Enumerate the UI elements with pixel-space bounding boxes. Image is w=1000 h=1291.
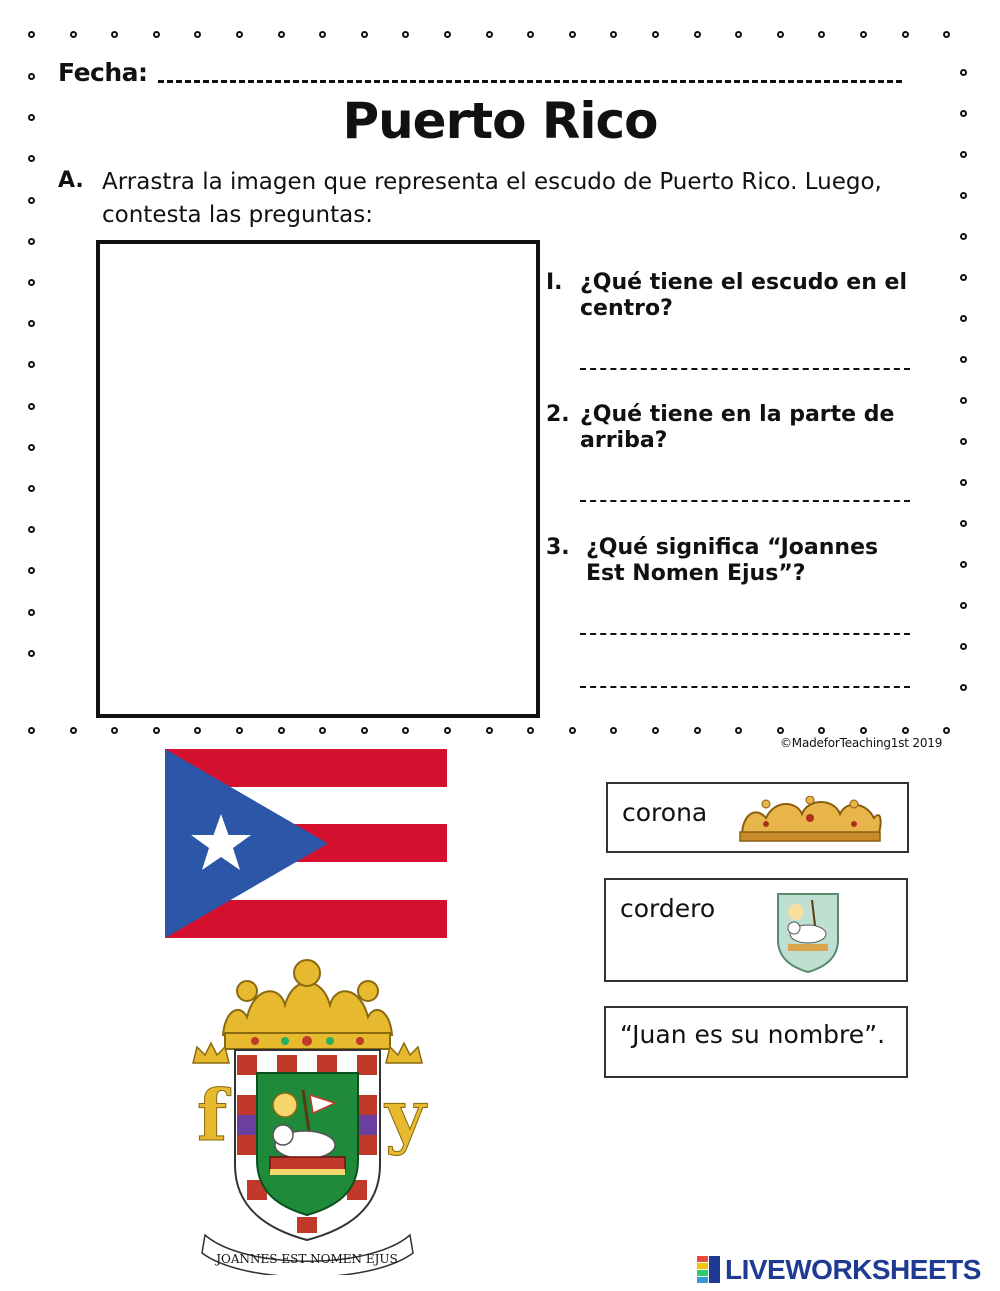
- card-label: corona: [622, 798, 708, 827]
- answer-line-2[interactable]: [580, 500, 910, 502]
- border-dot: [153, 727, 160, 734]
- border-dot: [28, 279, 35, 286]
- border-dot: [111, 31, 118, 38]
- liveworksheets-icon: [697, 1256, 721, 1284]
- border-dot: [652, 727, 659, 734]
- border-dot: [610, 31, 617, 38]
- seal-motto: JOANNES EST NOMEN EJUS: [216, 1252, 398, 1266]
- question-number: 2.: [546, 402, 570, 427]
- border-dot: [960, 315, 967, 322]
- border-dot: [818, 31, 825, 38]
- border-dot: [569, 31, 576, 38]
- border-dot: [28, 526, 35, 533]
- section-label: A.: [58, 168, 84, 193]
- border-dot: [319, 727, 326, 734]
- border-dot: [28, 609, 35, 616]
- card-label: cordero: [620, 894, 716, 923]
- border-dot: [278, 31, 285, 38]
- date-label: Fecha:: [58, 58, 148, 87]
- border-dot: [70, 31, 77, 38]
- question-text: ¿Qué tiene el escudo en el centro?: [580, 270, 907, 321]
- border-dot: [777, 727, 784, 734]
- border-dot: [361, 727, 368, 734]
- border-dot: [652, 31, 659, 38]
- border-dot: [278, 727, 285, 734]
- border-dot: [960, 561, 967, 568]
- border-dot: [194, 727, 201, 734]
- border-dot: [236, 727, 243, 734]
- liveworksheets-logo: [697, 1255, 981, 1285]
- border-dot: [610, 727, 617, 734]
- border-dot: [735, 727, 742, 734]
- border-dot: [694, 727, 701, 734]
- border-dot: [28, 320, 35, 327]
- image-drop-zone[interactable]: [96, 240, 540, 718]
- question-text: ¿Qué tiene en la parte de arriba?: [580, 402, 895, 453]
- border-dot: [960, 479, 967, 486]
- border-dot: [319, 31, 326, 38]
- border-dot: [860, 31, 867, 38]
- card-cordero[interactable]: [604, 878, 908, 982]
- lamb-shield-icon: [774, 890, 842, 974]
- border-dot: [960, 520, 967, 527]
- border-dot: [444, 727, 451, 734]
- answer-line-3a[interactable]: [580, 633, 910, 635]
- border-dot: [402, 31, 409, 38]
- border-dot: [960, 397, 967, 404]
- border-dot: [28, 650, 35, 657]
- border-dot: [960, 356, 967, 363]
- border-dot: [28, 155, 35, 162]
- border-dot: [777, 31, 784, 38]
- border-dot: [960, 438, 967, 445]
- coat-of-arms-image[interactable]: [185, 955, 430, 1275]
- border-dot: [28, 361, 35, 368]
- copyright-text: ©MadeforTeaching1st 2019: [780, 736, 943, 750]
- border-dot: [111, 727, 118, 734]
- border-dot: [444, 31, 451, 38]
- border-dot: [236, 31, 243, 38]
- border-dot: [818, 727, 825, 734]
- border-dot: [28, 238, 35, 245]
- crown-icon: [736, 796, 884, 844]
- border-dot: [194, 31, 201, 38]
- border-dot: [694, 31, 701, 38]
- crown-icon: [223, 960, 392, 1049]
- border-dot: [943, 31, 950, 38]
- puerto-rico-flag-image[interactable]: [165, 749, 447, 938]
- border-dot: [70, 727, 77, 734]
- seal-letter-y: y: [385, 1074, 426, 1157]
- border-dot: [28, 485, 35, 492]
- border-dot: [28, 73, 35, 80]
- card-corona[interactable]: [606, 782, 909, 853]
- border-dot: [569, 727, 576, 734]
- card-juan[interactable]: [604, 1006, 908, 1078]
- border-dot: [527, 31, 534, 38]
- border-dot: [28, 444, 35, 451]
- question-text: ¿Qué significa “Joannes Est Nomen Ejus”?: [586, 535, 879, 586]
- border-dot: [402, 727, 409, 734]
- border-dot: [960, 274, 967, 281]
- border-dot: [486, 31, 493, 38]
- border-dot: [960, 233, 967, 240]
- border-dot: [361, 31, 368, 38]
- border-dot: [28, 197, 35, 204]
- question-number: 3.: [546, 535, 570, 560]
- border-dot: [960, 69, 967, 76]
- border-dot: [860, 727, 867, 734]
- border-dot: [735, 31, 742, 38]
- date-answer-line[interactable]: [158, 80, 902, 83]
- question-number: I.: [546, 270, 563, 295]
- border-dot: [527, 727, 534, 734]
- border-dot: [28, 403, 35, 410]
- border-dot: [943, 727, 950, 734]
- border-dot: [486, 727, 493, 734]
- instruction-text: Arrastra la imagen que representa el escudo de Puerto Rico. Luego, contesta las preguntas:: [102, 169, 882, 228]
- border-dot: [960, 192, 967, 199]
- seal-letter-f: f: [197, 1074, 228, 1157]
- border-dot: [960, 643, 967, 650]
- border-dot: [960, 684, 967, 691]
- liveworksheets-brand: LIVEWORKSHEETS: [725, 1254, 981, 1285]
- answer-line-3b[interactable]: [580, 686, 910, 688]
- border-dot: [960, 151, 967, 158]
- border-dot: [902, 31, 909, 38]
- card-label: “Juan es su nombre”.: [620, 1020, 886, 1049]
- border-dot: [960, 602, 967, 609]
- border-dot: [902, 727, 909, 734]
- border-dot: [28, 31, 35, 38]
- answer-line-1[interactable]: [580, 368, 910, 370]
- page-title: Puerto Rico: [342, 92, 658, 150]
- border-dot: [28, 727, 35, 734]
- border-dot: [28, 567, 35, 574]
- border-dot: [153, 31, 160, 38]
